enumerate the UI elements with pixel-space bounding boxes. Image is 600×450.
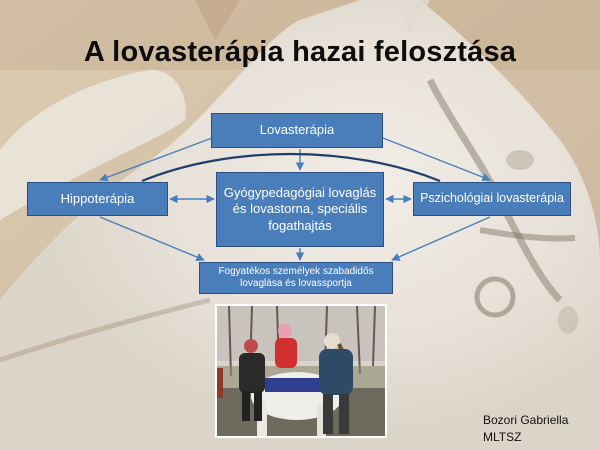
children-riding-photo xyxy=(215,304,387,438)
node-fogyatekos: Fogyatékos személyek szabadidős lovaglása és lovassportja xyxy=(199,262,393,294)
arrow-top-left xyxy=(100,138,212,180)
author-credit xyxy=(483,412,568,446)
node-gyogypedagogiai: Gyógypedagógiai lovaglás és lovastorna, speciális fogathajtás xyxy=(216,172,384,247)
credit-org: MLTSZ xyxy=(483,430,522,444)
arrow-top-right xyxy=(383,138,490,180)
page-title: A lovasterápia hazai felosztása xyxy=(83,36,517,68)
node-pszichologiai: Pszichológiai lovasterápia xyxy=(413,182,571,216)
arrow-right-bottom xyxy=(392,217,490,260)
credit-name: Bozori Gabriella xyxy=(483,413,569,427)
arrow-left-bottom xyxy=(100,217,204,260)
node-hippoterapia: Hippoterápia xyxy=(27,182,168,216)
node-lovasterapia: Lovasterápia xyxy=(211,113,383,148)
